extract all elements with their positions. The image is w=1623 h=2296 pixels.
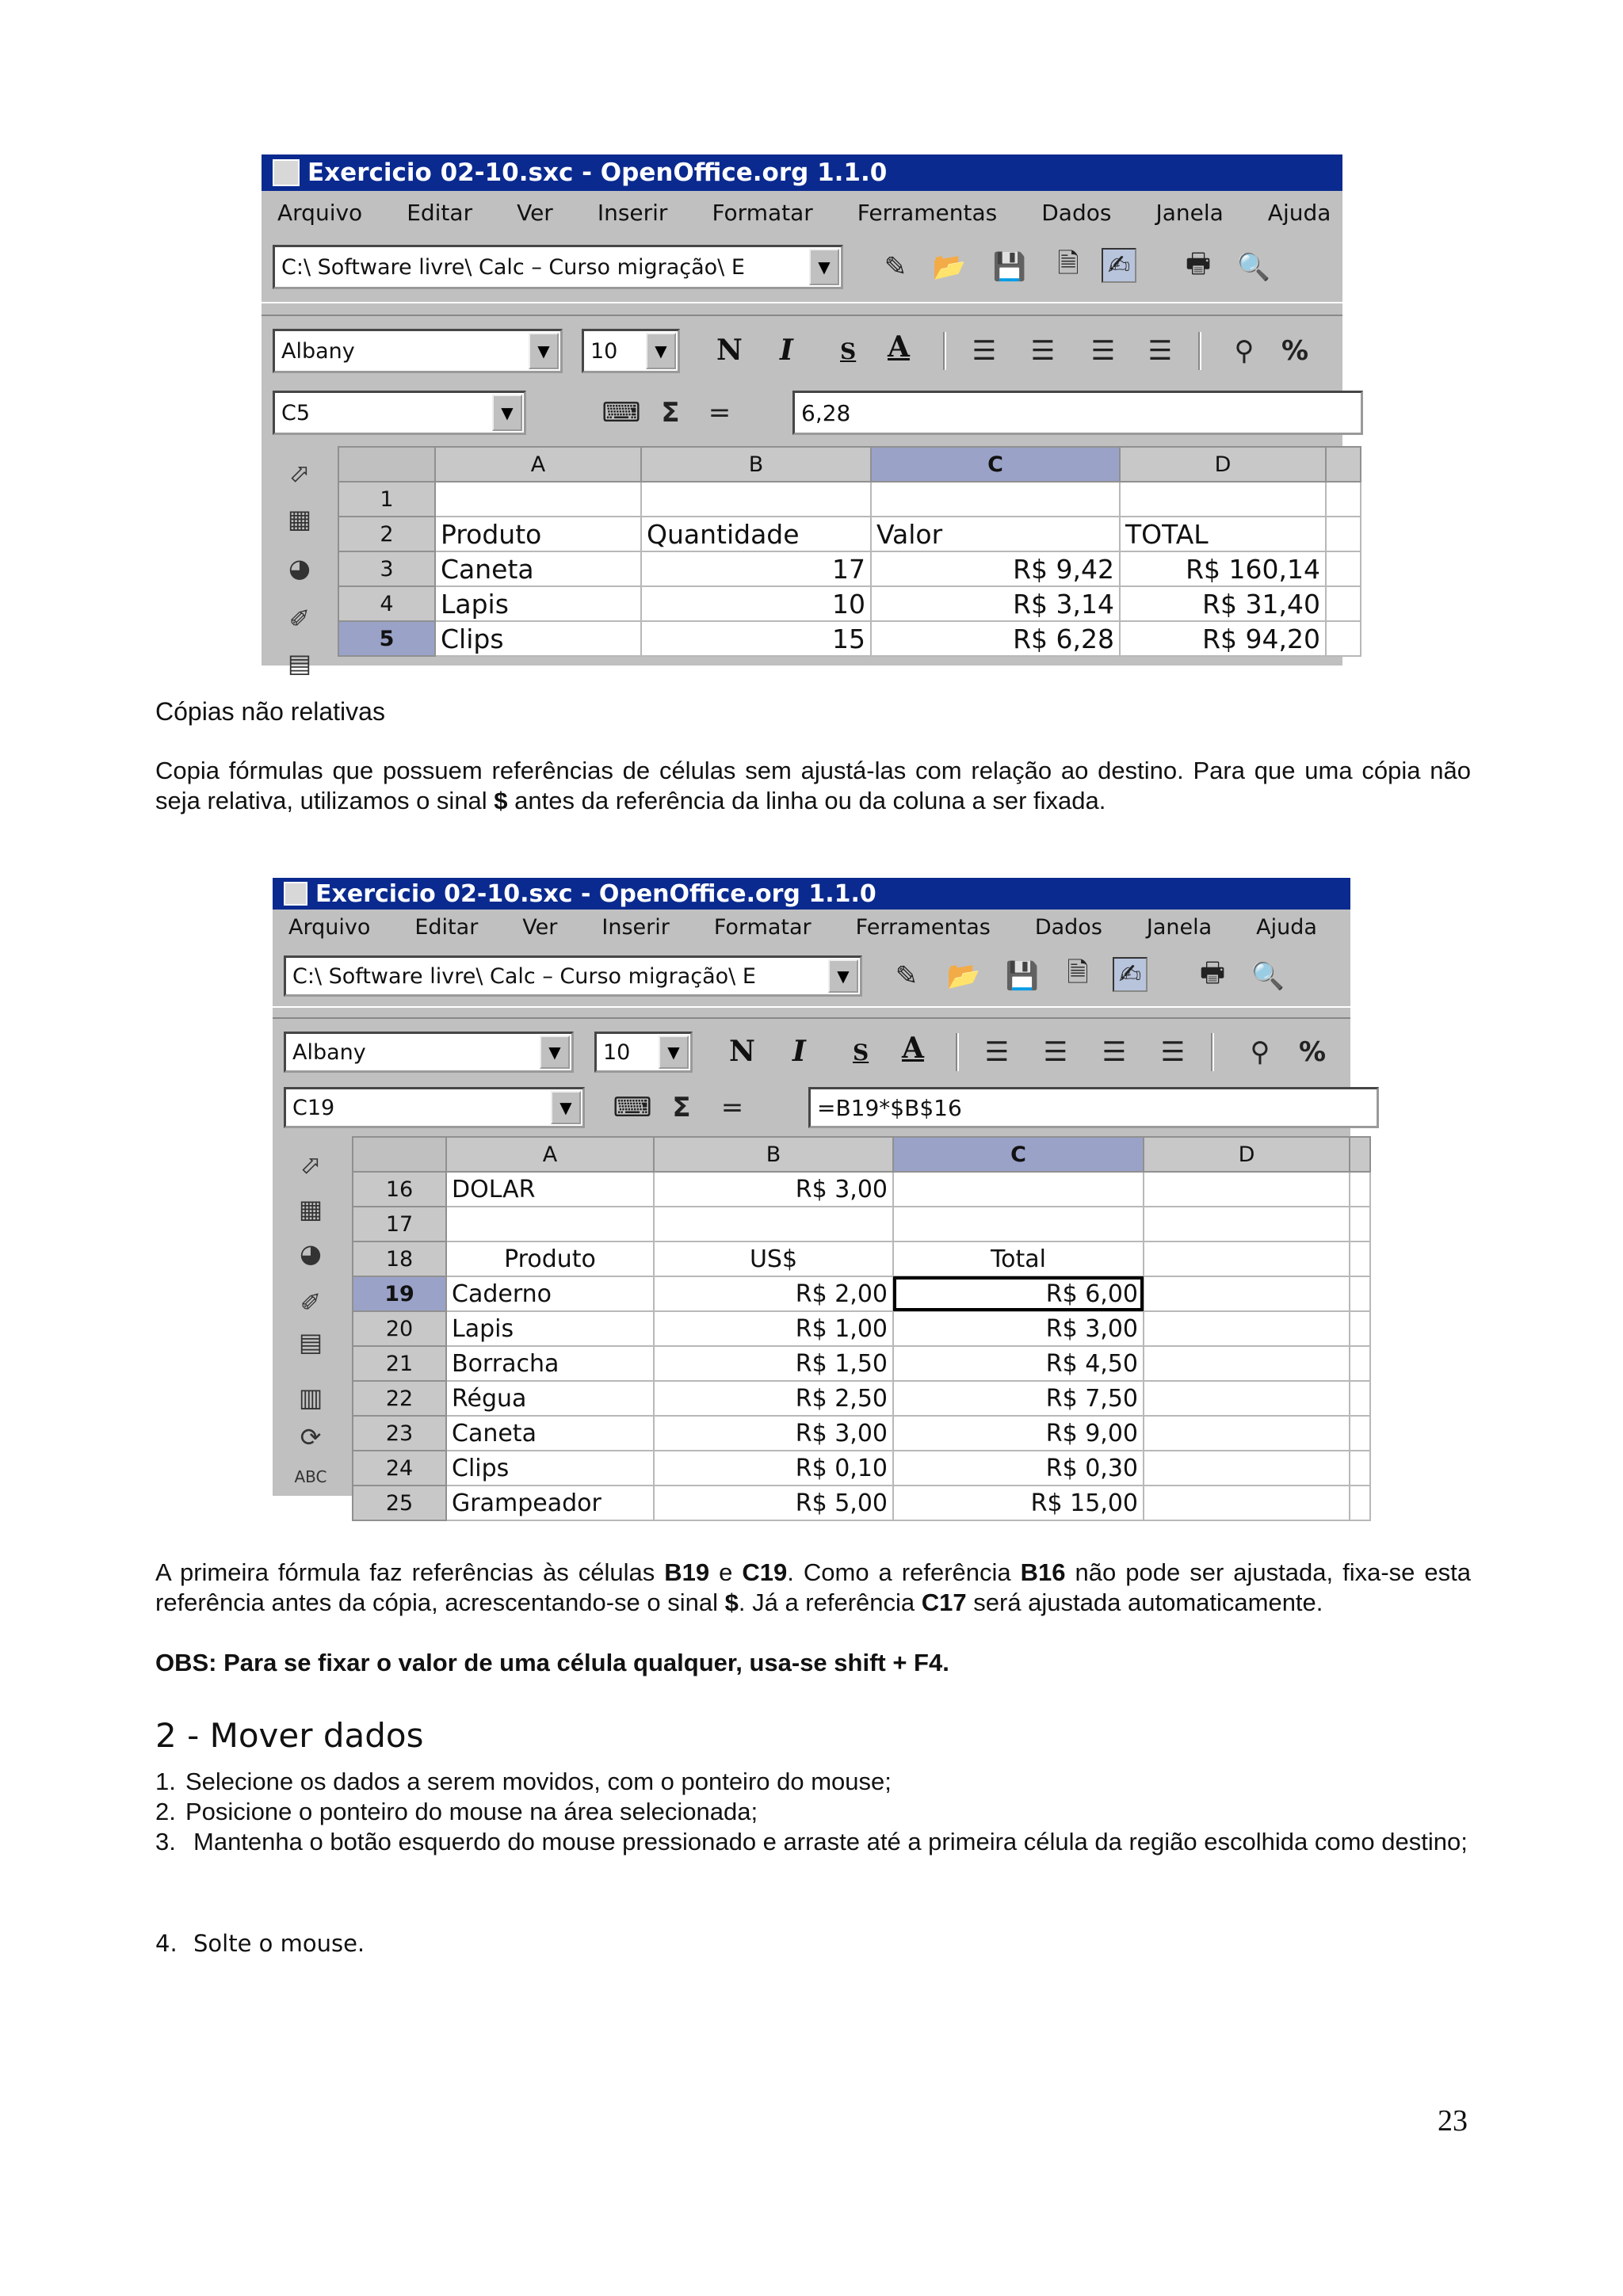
function-wizard-icon[interactable]: ⌨ bbox=[601, 397, 641, 429]
cell[interactable]: TOTAL bbox=[1120, 517, 1326, 551]
page-preview-icon[interactable]: 🔍 bbox=[1251, 960, 1285, 992]
function-wizard-icon[interactable]: ⌨ bbox=[613, 1092, 652, 1123]
row-header[interactable]: 4 bbox=[338, 586, 435, 621]
menu-ferramentas[interactable]: Ferramentas bbox=[857, 199, 998, 226]
select-all-corner[interactable] bbox=[353, 1137, 446, 1172]
chevron-down-icon[interactable]: ▼ bbox=[646, 333, 676, 369]
edit-file-icon[interactable]: ✎ bbox=[884, 251, 907, 283]
form-icon[interactable]: ▤ bbox=[287, 648, 312, 678]
insert-icon[interactable]: ⬀ bbox=[288, 458, 311, 488]
text: . Como a referência bbox=[787, 1558, 1021, 1586]
row-header[interactable]: 23 bbox=[353, 1416, 446, 1451]
save-icon[interactable]: 💾 bbox=[992, 251, 1027, 283]
page-preview-icon[interactable]: 🔍 bbox=[1236, 251, 1271, 283]
menu-ajuda[interactable]: Ajuda bbox=[1267, 199, 1331, 226]
data-pilot-icon[interactable]: ⟳ bbox=[300, 1422, 322, 1452]
menu-janela[interactable]: Janela bbox=[1155, 199, 1224, 226]
formula-value: =B19*$B$16 bbox=[817, 1094, 962, 1121]
font-color-button[interactable]: A bbox=[888, 330, 910, 364]
cell[interactable] bbox=[1326, 517, 1361, 551]
cell[interactable]: R$ 2,50 bbox=[654, 1381, 893, 1416]
cell[interactable]: Régua bbox=[446, 1381, 654, 1416]
main-toolbar bbox=[273, 1139, 346, 1496]
cell[interactable] bbox=[893, 1207, 1144, 1241]
italic-button[interactable]: I bbox=[780, 334, 793, 367]
chevron-down-icon[interactable]: ▼ bbox=[659, 1035, 689, 1069]
list-number: 2. bbox=[155, 1798, 176, 1825]
menu-janela[interactable]: Janela bbox=[1146, 914, 1212, 940]
row-header[interactable]: 1 bbox=[338, 482, 435, 517]
menu-bar bbox=[273, 911, 1350, 943]
open-folder-icon[interactable]: 📂 bbox=[946, 960, 981, 992]
row-header[interactable]: 21 bbox=[353, 1346, 446, 1381]
row-header[interactable]: 22 bbox=[353, 1381, 446, 1416]
cell[interactable] bbox=[1350, 1241, 1370, 1276]
toolbar-separator bbox=[1211, 1033, 1214, 1071]
align-left-icon[interactable]: ☰ bbox=[972, 335, 997, 367]
table-row bbox=[353, 1241, 1370, 1276]
row-header[interactable]: 25 bbox=[353, 1486, 446, 1520]
cell[interactable] bbox=[1350, 1381, 1370, 1416]
insert-chart-icon[interactable]: ◕ bbox=[300, 1238, 322, 1268]
menu-bar bbox=[262, 194, 1342, 231]
cell[interactable]: R$ 7,50 bbox=[893, 1381, 1144, 1416]
text: . Já a referência bbox=[738, 1589, 922, 1616]
menu-editar[interactable]: Editar bbox=[407, 199, 473, 226]
justify-icon[interactable]: ☰ bbox=[1160, 1036, 1186, 1068]
column-header-row bbox=[338, 447, 1361, 482]
font-color-button[interactable]: A bbox=[902, 1032, 924, 1065]
menu-ajuda[interactable]: Ajuda bbox=[1256, 914, 1317, 940]
ref-b16: B16 bbox=[1020, 1558, 1066, 1586]
export-pdf-icon[interactable]: 🗎 bbox=[1057, 247, 1079, 280]
cell[interactable] bbox=[1350, 1486, 1370, 1520]
column-header-d[interactable]: D bbox=[1144, 1137, 1350, 1172]
list-item bbox=[155, 1797, 1471, 1827]
list-item bbox=[155, 1928, 1471, 1958]
align-center-icon[interactable]: ☰ bbox=[1043, 1036, 1068, 1068]
save-icon[interactable]: 💾 bbox=[1005, 960, 1040, 992]
app-icon bbox=[284, 882, 307, 906]
menu-ver[interactable]: Ver bbox=[517, 199, 553, 226]
ref-c17: C17 bbox=[921, 1589, 967, 1616]
print-icon[interactable]: 🖶 bbox=[1185, 247, 1212, 280]
cell[interactable] bbox=[871, 482, 1120, 517]
cell[interactable]: 15 bbox=[641, 621, 871, 656]
open-folder-icon[interactable]: 📂 bbox=[932, 251, 967, 283]
cell[interactable] bbox=[1144, 1451, 1350, 1486]
chevron-down-icon[interactable]: ▼ bbox=[828, 959, 858, 993]
font-name-value: Albany bbox=[281, 338, 355, 364]
autofilter-icon[interactable]: ▥ bbox=[298, 1383, 323, 1413]
column-header-d[interactable]: D bbox=[1120, 447, 1326, 482]
name-box-value: C19 bbox=[292, 1095, 335, 1120]
table-row bbox=[353, 1451, 1370, 1486]
paragraph-explanation bbox=[155, 1558, 1471, 1618]
page-number: 23 bbox=[1438, 2104, 1468, 2138]
cell[interactable] bbox=[1350, 1346, 1370, 1381]
cell[interactable] bbox=[1144, 1311, 1350, 1346]
column-header-b[interactable]: B bbox=[654, 1137, 893, 1172]
cell[interactable]: Borracha bbox=[446, 1346, 654, 1381]
app-icon bbox=[273, 159, 300, 186]
list-text: Selecione os dados a serem movidos, com o ponteiro do mouse; bbox=[185, 1768, 892, 1795]
bold-button[interactable]: N bbox=[729, 1035, 755, 1068]
cell[interactable] bbox=[1144, 1416, 1350, 1451]
column-header-e[interactable] bbox=[1326, 447, 1361, 482]
path-value: C:\ Software livre\ Calc – Curso migração\ E bbox=[292, 963, 756, 989]
cell[interactable] bbox=[1350, 1276, 1370, 1311]
list-number: 4. bbox=[155, 1930, 178, 1957]
path-combobox[interactable] bbox=[273, 245, 843, 289]
table-row bbox=[353, 1172, 1370, 1207]
bold-button[interactable]: N bbox=[716, 334, 743, 367]
italic-button[interactable]: I bbox=[792, 1035, 806, 1068]
menu-formatar[interactable]: Formatar bbox=[713, 914, 812, 940]
equals-icon[interactable]: = bbox=[708, 397, 731, 429]
ref-c19: C19 bbox=[742, 1558, 788, 1586]
font-name-value: Albany bbox=[292, 1039, 366, 1065]
draw-icon[interactable]: ✐ bbox=[300, 1287, 322, 1318]
list-text: Posicione o ponteiro do mouse na área selecionada; bbox=[185, 1798, 758, 1825]
cell[interactable] bbox=[1144, 1207, 1350, 1241]
draw-icon[interactable]: ✐ bbox=[288, 604, 311, 634]
list-item-4 bbox=[155, 1928, 1471, 1958]
toolbar-separator bbox=[956, 1033, 959, 1071]
text: não pode ser ajustada, fixa-se esta referência antes da cópia, acrescentando-se o sinal bbox=[155, 1558, 1471, 1616]
cell[interactable]: Clips bbox=[446, 1451, 654, 1486]
window-title: Exercicio 02-10.sxc - OpenOffice.org 1.1.0 bbox=[315, 879, 876, 908]
cell[interactable] bbox=[1144, 1241, 1350, 1276]
cell[interactable]: Lapis bbox=[435, 586, 641, 621]
cell[interactable]: Lapis bbox=[446, 1311, 654, 1346]
cell[interactable] bbox=[1326, 586, 1361, 621]
underline-button[interactable]: S bbox=[840, 338, 857, 364]
table-row bbox=[338, 517, 1361, 551]
cell[interactable]: Clips bbox=[435, 621, 641, 656]
text: A primeira fórmula faz referências às células bbox=[155, 1558, 665, 1586]
ref-b19: B19 bbox=[664, 1558, 710, 1586]
list-item bbox=[155, 1767, 1471, 1797]
table-row bbox=[338, 621, 1361, 656]
cell[interactable]: R$ 3,14 bbox=[871, 586, 1120, 621]
cell[interactable]: 10 bbox=[641, 586, 871, 621]
name-box[interactable] bbox=[284, 1087, 585, 1128]
list-text: Mantenha o botão esquerdo do mouse pressionado e arraste até a primeira célula da região escolhida como destino; bbox=[193, 1828, 1468, 1855]
table-row bbox=[353, 1276, 1370, 1311]
subtitle-copias: Cópias não relativas bbox=[155, 697, 385, 726]
percent-format-icon[interactable]: % bbox=[1281, 335, 1309, 367]
cell[interactable]: Produto bbox=[435, 517, 641, 551]
cell[interactable]: R$ 0,10 bbox=[654, 1451, 893, 1486]
cell[interactable]: R$ 160,14 bbox=[1120, 551, 1326, 586]
table-row bbox=[338, 551, 1361, 586]
window-title: Exercicio 02-10.sxc - OpenOffice.org 1.1.0 bbox=[307, 158, 888, 187]
column-header-e[interactable] bbox=[1350, 1137, 1370, 1172]
menu-inserir[interactable]: Inserir bbox=[597, 199, 668, 226]
toolbar-divider bbox=[262, 302, 1342, 316]
table-row bbox=[353, 1346, 1370, 1381]
justify-icon[interactable]: ☰ bbox=[1148, 335, 1173, 367]
cell[interactable]: R$ 3,00 bbox=[893, 1311, 1144, 1346]
cell[interactable] bbox=[1350, 1416, 1370, 1451]
cell[interactable]: R$ 15,00 bbox=[893, 1486, 1144, 1520]
cell[interactable]: Produto bbox=[446, 1241, 654, 1276]
select-all-corner[interactable] bbox=[338, 447, 435, 482]
chevron-down-icon[interactable]: ▼ bbox=[492, 395, 522, 431]
table-row bbox=[338, 482, 1361, 517]
paragraph-copias bbox=[155, 756, 1471, 816]
menu-ver[interactable]: Ver bbox=[522, 914, 558, 940]
cell[interactable]: US$ bbox=[654, 1241, 893, 1276]
currency-format-icon[interactable]: ⚲ bbox=[1250, 1036, 1270, 1068]
cell[interactable]: R$ 6,28 bbox=[871, 621, 1120, 656]
column-header-c[interactable]: C bbox=[871, 447, 1120, 482]
cell[interactable] bbox=[1120, 482, 1326, 517]
title-bar bbox=[262, 154, 1342, 191]
row-header[interactable]: 2 bbox=[338, 517, 435, 551]
cell[interactable]: R$ 2,00 bbox=[654, 1276, 893, 1311]
cell[interactable] bbox=[435, 482, 641, 517]
cell[interactable] bbox=[1144, 1276, 1350, 1311]
menu-ferramentas[interactable]: Ferramentas bbox=[855, 914, 991, 940]
sum-icon[interactable]: Σ bbox=[672, 1092, 691, 1123]
cell[interactable]: Caneta bbox=[435, 551, 641, 586]
spreadsheet-grid bbox=[352, 1136, 1371, 1521]
list-number: 3. bbox=[155, 1828, 176, 1855]
cell[interactable] bbox=[1350, 1207, 1370, 1241]
column-header-c[interactable]: C bbox=[893, 1137, 1144, 1172]
cell[interactable]: R$ 94,20 bbox=[1120, 621, 1326, 656]
cell[interactable] bbox=[1144, 1346, 1350, 1381]
cell[interactable] bbox=[1326, 482, 1361, 517]
menu-arquivo[interactable]: Arquivo bbox=[277, 199, 363, 226]
edit-file-icon[interactable]: ✎ bbox=[895, 960, 918, 992]
cell[interactable]: R$ 9,00 bbox=[893, 1416, 1144, 1451]
cell[interactable]: R$ 31,40 bbox=[1120, 586, 1326, 621]
formula-value: 6,28 bbox=[801, 399, 851, 426]
insert-cells-icon[interactable]: ▦ bbox=[287, 504, 312, 534]
formula-input[interactable] bbox=[808, 1087, 1379, 1128]
cell[interactable]: R$ 5,00 bbox=[654, 1486, 893, 1520]
font-name-combobox[interactable] bbox=[273, 329, 563, 373]
menu-arquivo[interactable]: Arquivo bbox=[288, 914, 371, 940]
spellcheck-icon[interactable]: ABC bbox=[294, 1467, 327, 1486]
table-row bbox=[353, 1207, 1370, 1241]
cell[interactable]: R$ 4,50 bbox=[893, 1346, 1144, 1381]
obs-note bbox=[155, 1648, 1471, 1678]
dollar-sign: $ bbox=[724, 1589, 739, 1616]
row-header[interactable]: 18 bbox=[353, 1241, 446, 1276]
row-header[interactable]: 16 bbox=[353, 1172, 446, 1207]
cell[interactable] bbox=[1350, 1311, 1370, 1346]
align-right-icon[interactable]: ☰ bbox=[1090, 335, 1116, 367]
steps-list bbox=[155, 1767, 1471, 1857]
cell[interactable] bbox=[446, 1207, 654, 1241]
edit-mode-icon[interactable]: ✍ bbox=[1102, 248, 1136, 283]
cell[interactable]: Quantidade bbox=[641, 517, 871, 551]
toolbar-separator bbox=[943, 332, 946, 370]
percent-format-icon[interactable]: % bbox=[1298, 1036, 1327, 1068]
column-header-b[interactable]: B bbox=[641, 447, 871, 482]
cell[interactable] bbox=[1144, 1486, 1350, 1520]
list-number: 1. bbox=[155, 1768, 176, 1795]
chevron-down-icon[interactable]: ▼ bbox=[551, 1091, 581, 1124]
active-cell[interactable]: R$ 6,00 bbox=[893, 1276, 1144, 1311]
cell[interactable]: R$ 0,30 bbox=[893, 1451, 1144, 1486]
cell[interactable] bbox=[1350, 1451, 1370, 1486]
cell[interactable] bbox=[893, 1172, 1144, 1207]
list-text: Solte o mouse. bbox=[193, 1930, 365, 1957]
name-box-value: C5 bbox=[281, 400, 311, 425]
font-name-combobox[interactable] bbox=[284, 1032, 574, 1073]
list-item bbox=[155, 1827, 1471, 1857]
title-bar bbox=[273, 878, 1350, 910]
row-header[interactable]: 24 bbox=[353, 1451, 446, 1486]
cell[interactable]: Caneta bbox=[446, 1416, 654, 1451]
align-right-icon[interactable]: ☰ bbox=[1102, 1036, 1127, 1068]
menu-formatar[interactable]: Formatar bbox=[712, 199, 813, 226]
toolbar-separator bbox=[1198, 332, 1201, 370]
table-row bbox=[353, 1311, 1370, 1346]
spreadsheet-screenshot-1 bbox=[262, 154, 1342, 678]
main-toolbar bbox=[262, 448, 334, 678]
path-combobox[interactable] bbox=[284, 955, 862, 997]
row-header[interactable]: 17 bbox=[353, 1207, 446, 1241]
paragraph-text: Copia fórmulas que possuem referências de células sem ajustá-las com relação ao destino. Para que uma cópia não seja relativa, utilizamos o sinal bbox=[155, 757, 1471, 814]
align-center-icon[interactable]: ☰ bbox=[1030, 335, 1056, 367]
chevron-down-icon[interactable]: ▼ bbox=[809, 249, 839, 285]
cell[interactable] bbox=[1144, 1381, 1350, 1416]
text: será ajustada automaticamente. bbox=[966, 1589, 1323, 1616]
cell[interactable]: R$ 3,00 bbox=[654, 1172, 893, 1207]
currency-format-icon[interactable]: ⚲ bbox=[1234, 335, 1254, 367]
obs-text: OBS: Para se fixar o valor de uma célula qualquer, usa-se shift + F4. bbox=[155, 1649, 949, 1676]
table-row bbox=[353, 1381, 1370, 1416]
underline-button[interactable]: S bbox=[853, 1039, 869, 1066]
row-header[interactable]: 5 bbox=[338, 621, 435, 656]
table-row bbox=[353, 1416, 1370, 1451]
column-header-a[interactable]: A bbox=[435, 447, 641, 482]
paragraph-bold: $ bbox=[494, 787, 508, 814]
equals-icon[interactable]: = bbox=[720, 1092, 744, 1123]
menu-dados[interactable]: Dados bbox=[1034, 914, 1102, 940]
paragraph-text: antes da referência da linha ou da coluna a ser fixada. bbox=[507, 787, 1106, 814]
menu-dados[interactable]: Dados bbox=[1041, 199, 1112, 226]
cell[interactable]: Grampeador bbox=[446, 1486, 654, 1520]
cell[interactable]: Total bbox=[893, 1241, 1144, 1276]
chevron-down-icon[interactable]: ▼ bbox=[529, 333, 559, 369]
align-left-icon[interactable]: ☰ bbox=[984, 1036, 1010, 1068]
table-row bbox=[353, 1486, 1370, 1520]
column-header-row bbox=[353, 1137, 1370, 1172]
path-value: C:\ Software livre\ Calc – Curso migração\ E bbox=[281, 254, 745, 280]
table-row bbox=[338, 586, 1361, 621]
cell[interactable] bbox=[1350, 1172, 1370, 1207]
row-header[interactable]: 3 bbox=[338, 551, 435, 586]
cell[interactable]: 17 bbox=[641, 551, 871, 586]
column-header-a[interactable]: A bbox=[446, 1137, 654, 1172]
text: e bbox=[709, 1558, 743, 1586]
row-header[interactable]: 20 bbox=[353, 1311, 446, 1346]
chevron-down-icon[interactable]: ▼ bbox=[540, 1035, 570, 1069]
export-pdf-icon[interactable]: 🗎 bbox=[1067, 956, 1089, 989]
cell[interactable]: R$ 1,00 bbox=[654, 1311, 893, 1346]
spreadsheet-screenshot-2 bbox=[273, 878, 1350, 1517]
cell[interactable] bbox=[1326, 551, 1361, 586]
cell[interactable]: R$ 3,00 bbox=[654, 1416, 893, 1451]
cell[interactable]: DOLAR bbox=[446, 1172, 654, 1207]
form-icon[interactable]: ▤ bbox=[298, 1327, 323, 1357]
font-size-value: 10 bbox=[603, 1039, 631, 1065]
font-size-value: 10 bbox=[590, 338, 618, 364]
menu-inserir[interactable]: Inserir bbox=[601, 914, 670, 940]
font-size-combobox[interactable] bbox=[582, 329, 680, 373]
font-size-combobox[interactable] bbox=[594, 1032, 693, 1073]
cell[interactable] bbox=[641, 482, 871, 517]
print-icon[interactable]: 🖶 bbox=[1199, 956, 1226, 989]
cell[interactable]: R$ 1,50 bbox=[654, 1346, 893, 1381]
cell[interactable] bbox=[1144, 1172, 1350, 1207]
row-header[interactable]: 19 bbox=[353, 1276, 446, 1311]
insert-icon[interactable]: ⬀ bbox=[300, 1150, 322, 1180]
spreadsheet-grid bbox=[338, 446, 1361, 657]
name-box[interactable] bbox=[273, 391, 526, 435]
toolbar-divider bbox=[273, 1006, 1350, 1019]
cell[interactable] bbox=[1326, 621, 1361, 656]
insert-cells-icon[interactable]: ▦ bbox=[298, 1194, 323, 1224]
section-title: 2 - Mover dados bbox=[155, 1716, 424, 1755]
insert-chart-icon[interactable]: ◕ bbox=[288, 553, 311, 583]
formula-input[interactable] bbox=[792, 391, 1363, 435]
cell[interactable] bbox=[654, 1207, 893, 1241]
edit-mode-icon[interactable]: ✍ bbox=[1113, 957, 1148, 992]
cell[interactable]: Caderno bbox=[446, 1276, 654, 1311]
cell[interactable]: Valor bbox=[871, 517, 1120, 551]
menu-editar[interactable]: Editar bbox=[414, 914, 479, 940]
sum-icon[interactable]: Σ bbox=[661, 397, 680, 429]
cell[interactable]: R$ 9,42 bbox=[871, 551, 1120, 586]
